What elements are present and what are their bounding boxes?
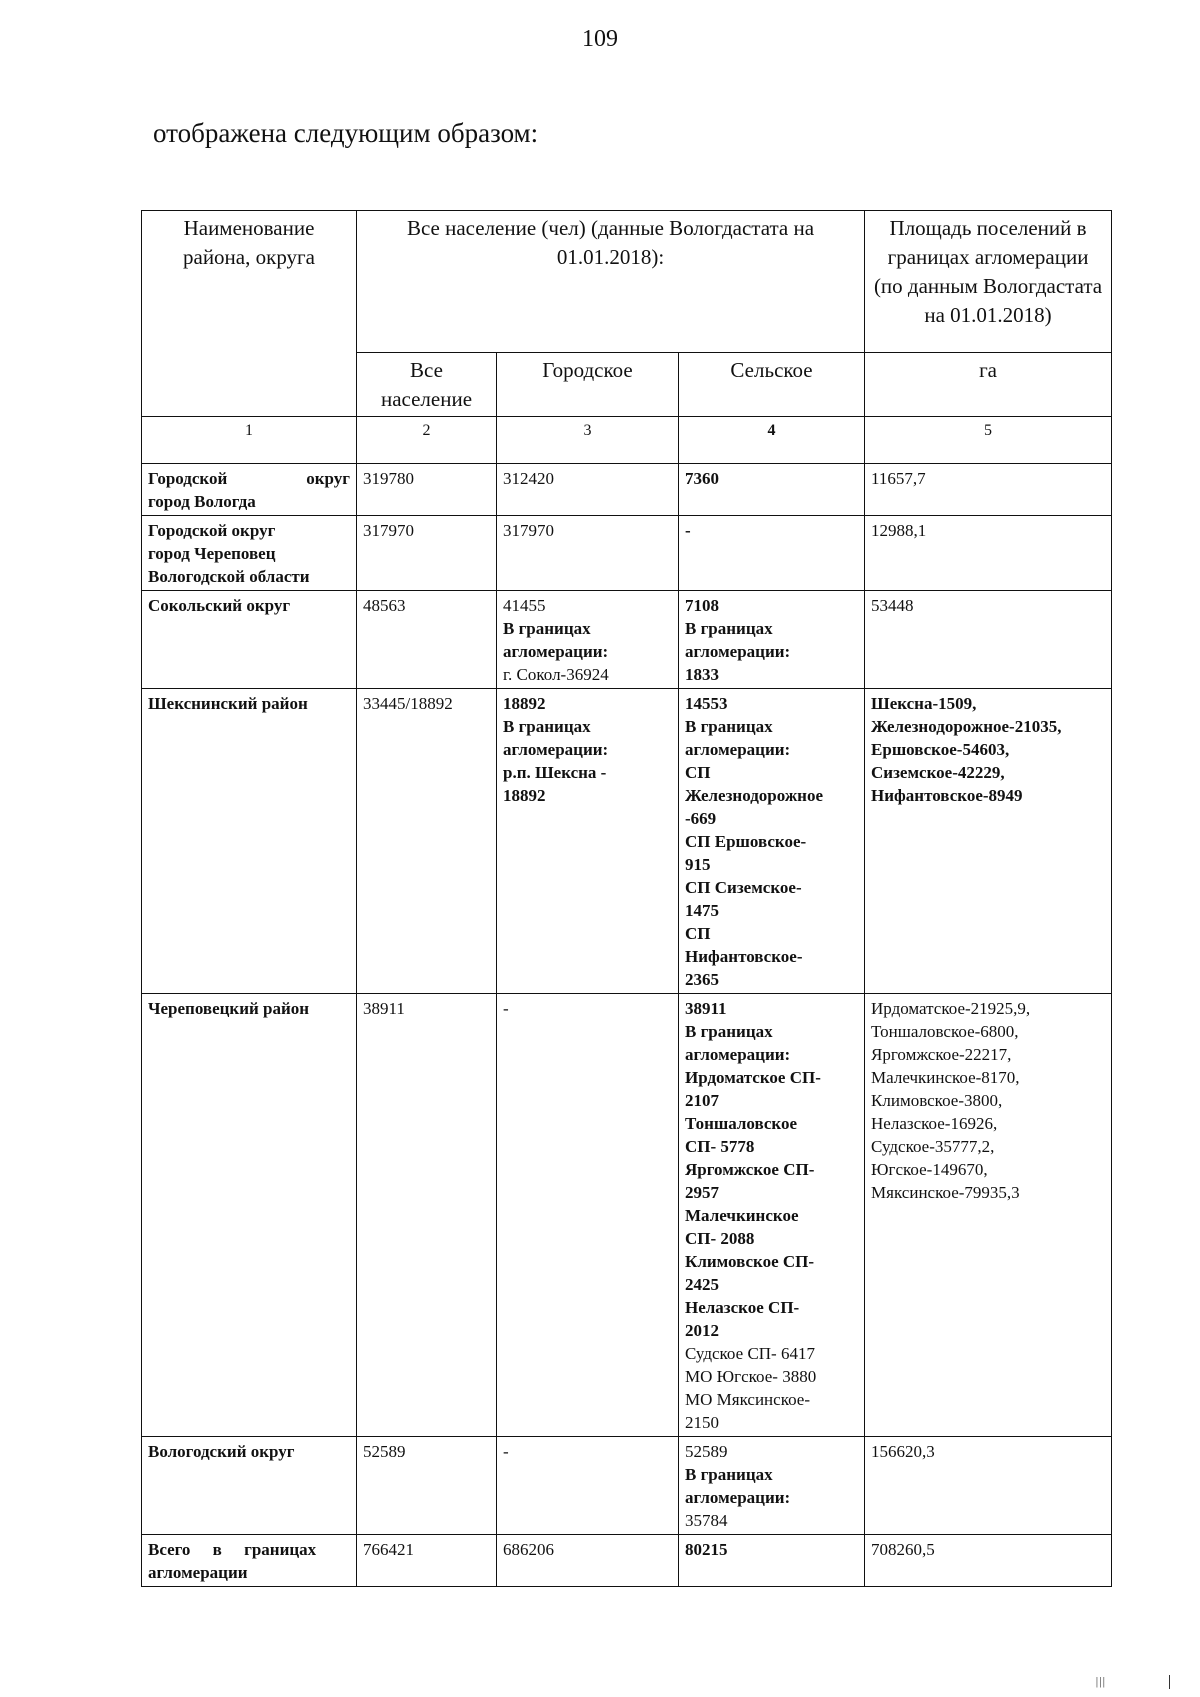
total-population-cell: 38911 bbox=[357, 994, 497, 1437]
column-number: 1 bbox=[142, 417, 357, 464]
district-name-cell bbox=[142, 591, 357, 689]
urban-line: 317970 bbox=[503, 521, 554, 540]
rural-population-cell bbox=[679, 689, 865, 994]
total-population-cell: 52589 bbox=[357, 1437, 497, 1535]
rural-line: 1475 bbox=[685, 901, 719, 920]
rural-line: -669 bbox=[685, 809, 717, 828]
scan-mark: ||| bbox=[1095, 1674, 1106, 1688]
total-population-cell: 33445/18892 bbox=[357, 689, 497, 994]
district-name-line: Городской округ bbox=[148, 521, 276, 540]
scan-tick bbox=[1169, 1675, 1170, 1689]
total-population-cell: 766421 bbox=[357, 1535, 497, 1587]
urban-line: 18892 bbox=[503, 694, 546, 713]
total-population-cell: 319780 bbox=[357, 464, 497, 516]
urban-population-cell bbox=[497, 689, 679, 994]
urban-line: В границах bbox=[503, 717, 591, 736]
urban-line: 41455 bbox=[503, 596, 546, 615]
rural-line: 2365 bbox=[685, 970, 719, 989]
intro-text: отображена следующим образом: bbox=[153, 118, 539, 148]
rural-population-cell bbox=[679, 1535, 865, 1587]
rural-line: МО Мяксинское- bbox=[685, 1390, 811, 1409]
column-number: 3 bbox=[497, 417, 679, 464]
urban-population-cell bbox=[497, 1535, 679, 1587]
table-row bbox=[142, 516, 1112, 591]
rural-line: Нифантовское- bbox=[685, 947, 803, 966]
urban-line: агломерации: bbox=[503, 740, 609, 759]
district-name-cell bbox=[142, 516, 357, 591]
rural-line: 38911 bbox=[685, 999, 727, 1018]
table-row bbox=[142, 1437, 1112, 1535]
urban-line: 686206 bbox=[503, 1540, 554, 1559]
district-name-cell bbox=[142, 1437, 357, 1535]
area-cell bbox=[865, 1437, 1112, 1535]
rural-population-cell bbox=[679, 1437, 865, 1535]
rural-line: 52589 bbox=[685, 1442, 728, 1461]
urban-line: 312420 bbox=[503, 469, 554, 488]
urban-line: - bbox=[503, 1442, 509, 1461]
column-number-row bbox=[142, 417, 1112, 464]
rural-line: Нелазское СП- bbox=[685, 1298, 800, 1317]
header-district: Наименование района, округа bbox=[142, 211, 357, 417]
district-name-cell bbox=[142, 689, 357, 994]
district-name-line: агломерации bbox=[148, 1563, 248, 1582]
area-line: Шексна-1509, bbox=[871, 694, 977, 713]
area-cell bbox=[865, 464, 1112, 516]
rural-line: СП Сиземское- bbox=[685, 878, 802, 897]
area-line: Железнодорожное-21035, bbox=[871, 717, 1062, 736]
rural-population-cell bbox=[679, 994, 865, 1437]
district-name-line: Сокольский округ bbox=[148, 596, 291, 615]
district-name-line: Вологодский округ bbox=[148, 1442, 295, 1461]
rural-line: 2107 bbox=[685, 1091, 719, 1110]
district-name-word: Городской bbox=[148, 469, 228, 488]
urban-population-cell bbox=[497, 591, 679, 689]
rural-line: агломерации: bbox=[685, 1045, 791, 1064]
urban-line: р.п. Шексна - bbox=[503, 763, 607, 782]
rural-line: Малечкинское bbox=[685, 1206, 799, 1225]
area-line: Ершовское-54603, bbox=[871, 740, 1010, 759]
district-name-line bbox=[148, 467, 350, 490]
rural-population-cell bbox=[679, 516, 865, 591]
rural-population-cell bbox=[679, 464, 865, 516]
area-line: Мяксинское-79935,3 bbox=[871, 1183, 1020, 1202]
area-cell bbox=[865, 1535, 1112, 1587]
urban-population-cell bbox=[497, 464, 679, 516]
table-row bbox=[142, 591, 1112, 689]
area-cell bbox=[865, 516, 1112, 591]
rural-line: 2150 bbox=[685, 1413, 719, 1432]
area-line: Нелазское-16926, bbox=[871, 1114, 998, 1133]
area-line: 156620,3 bbox=[871, 1442, 935, 1461]
area-line: 53448 bbox=[871, 596, 914, 615]
column-number: 2 bbox=[357, 417, 497, 464]
urban-line: агломерации: bbox=[503, 642, 609, 661]
header-row bbox=[142, 211, 1112, 353]
subheader-rural: Сельское bbox=[679, 353, 865, 417]
rural-line: СП- 5778 bbox=[685, 1137, 755, 1156]
area-line: 12988,1 bbox=[871, 521, 927, 540]
rural-line: 915 bbox=[685, 855, 711, 874]
area-line: 708260,5 bbox=[871, 1540, 935, 1559]
rural-line: 7108 bbox=[685, 596, 719, 615]
rural-line: 14553 bbox=[685, 694, 728, 713]
district-name-line: Вологодской области bbox=[148, 567, 310, 586]
rural-line: 7360 bbox=[685, 469, 719, 488]
rural-line: МО Югское- 3880 bbox=[685, 1367, 817, 1386]
rural-line: СП bbox=[685, 763, 711, 782]
district-name-line: город Череповец bbox=[148, 544, 276, 563]
rural-line: Тоншаловское bbox=[685, 1114, 798, 1133]
rural-line: В границах bbox=[685, 619, 773, 638]
rural-line: СП Ершовское- bbox=[685, 832, 807, 851]
area-line: Климовское-3800, bbox=[871, 1091, 1003, 1110]
district-name-cell bbox=[142, 1535, 357, 1587]
rural-line: Ирдоматское СП- bbox=[685, 1068, 821, 1087]
urban-population-cell bbox=[497, 1437, 679, 1535]
table-row bbox=[142, 464, 1112, 516]
column-number: 5 bbox=[865, 417, 1112, 464]
district-name-line: Всего в границах bbox=[148, 1540, 317, 1559]
column-number: 4 bbox=[679, 417, 865, 464]
area-line: Ирдоматское-21925,9, bbox=[871, 999, 1031, 1018]
rural-line: Яргомжское СП- bbox=[685, 1160, 815, 1179]
rural-line: В границах bbox=[685, 1465, 773, 1484]
rural-line: агломерации: bbox=[685, 1488, 791, 1507]
population-table bbox=[141, 210, 1112, 1587]
area-line: Тоншаловское-6800, bbox=[871, 1022, 1019, 1041]
urban-line: 18892 bbox=[503, 786, 546, 805]
rural-line: 2425 bbox=[685, 1275, 719, 1294]
area-line: 11657,7 bbox=[871, 469, 926, 488]
area-cell bbox=[865, 689, 1112, 994]
area-line: Сиземское-42229, bbox=[871, 763, 1005, 782]
table-row bbox=[142, 689, 1112, 994]
rural-population-cell bbox=[679, 591, 865, 689]
area-line: Малечкинское-8170, bbox=[871, 1068, 1020, 1087]
district-name-line: Череповецкий район bbox=[148, 999, 310, 1018]
total-population-cell: 317970 bbox=[357, 516, 497, 591]
rural-line: СП bbox=[685, 924, 711, 943]
district-name-cell bbox=[142, 464, 357, 516]
rural-line: Климовское СП- bbox=[685, 1252, 815, 1271]
rural-line: 1833 bbox=[685, 665, 719, 684]
rural-line: агломерации: bbox=[685, 740, 791, 759]
urban-population-cell bbox=[497, 516, 679, 591]
area-line: Югское-149670, bbox=[871, 1160, 988, 1179]
rural-line: Железнодорожное bbox=[685, 786, 824, 805]
subheader-area-unit: га bbox=[865, 353, 1112, 417]
rural-line: агломерации: bbox=[685, 642, 791, 661]
table-row bbox=[142, 994, 1112, 1437]
area-cell bbox=[865, 591, 1112, 689]
area-cell bbox=[865, 994, 1112, 1437]
urban-line: - bbox=[503, 999, 509, 1018]
district-name-line: город Вологда bbox=[148, 492, 256, 511]
area-line: Нифантовское-8949 bbox=[871, 786, 1023, 805]
district-name-cell bbox=[142, 994, 357, 1437]
total-population-cell: 48563 bbox=[357, 591, 497, 689]
urban-line: В границах bbox=[503, 619, 591, 638]
area-line: Яргомжское-22217, bbox=[871, 1045, 1012, 1064]
urban-line: г. Сокол-36924 bbox=[503, 665, 609, 684]
header-area: Площадь поселений в границах агломерации (по данным Вологдастата на 01.01.2018) bbox=[865, 211, 1112, 353]
table-row-total bbox=[142, 1535, 1112, 1587]
rural-line: 2957 bbox=[685, 1183, 719, 1202]
subheader-urban: Городское bbox=[497, 353, 679, 417]
rural-line: В границах bbox=[685, 717, 773, 736]
page-number: 109 bbox=[582, 26, 618, 52]
urban-population-cell bbox=[497, 994, 679, 1437]
rural-line: 35784 bbox=[685, 1511, 728, 1530]
rural-line: Судское СП- 6417 bbox=[685, 1344, 815, 1363]
district-name-word: округ bbox=[306, 469, 350, 488]
rural-line: 2012 bbox=[685, 1321, 719, 1340]
district-name-line: Шекснинский район bbox=[148, 694, 308, 713]
subheader-total: Все население bbox=[357, 353, 497, 417]
rural-line: СП- 2088 bbox=[685, 1229, 755, 1248]
rural-line: - bbox=[685, 521, 691, 540]
rural-line: В границах bbox=[685, 1022, 773, 1041]
header-population-group: Все население (чел) (данные Вологдастата на 01.01.2018): bbox=[357, 211, 865, 353]
area-line: Судское-35777,2, bbox=[871, 1137, 995, 1156]
rural-line: 80215 bbox=[685, 1540, 728, 1559]
